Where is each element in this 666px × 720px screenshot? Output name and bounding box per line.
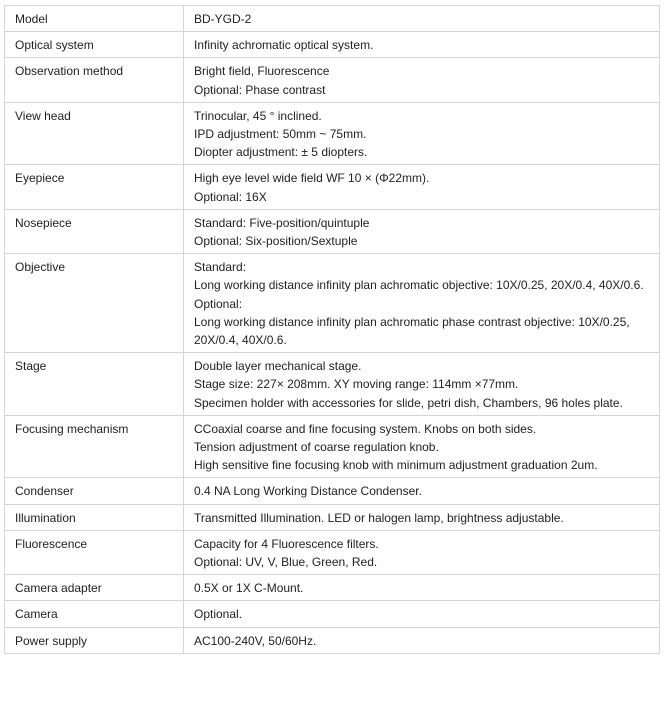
spec-value (184, 102, 660, 165)
spec-value (184, 627, 660, 653)
spec-value (184, 478, 660, 504)
spec-label: Camera (5, 601, 184, 627)
spec-value (184, 575, 660, 601)
spec-value-line: Diopter adjustment: ± 5 diopters. (194, 145, 368, 160)
spec-row (5, 575, 660, 601)
spec-value-line: Optional. (194, 607, 243, 622)
spec-label: Fluorescence (5, 530, 184, 574)
spec-row (5, 102, 660, 165)
spec-row (5, 415, 660, 478)
spec-value-line: 0.4 NA Long Working Distance Condenser. (194, 484, 422, 499)
spec-label: Focusing mechanism (5, 415, 184, 478)
spec-value (184, 6, 660, 32)
spec-value-line: Standard: Five-position/quintuple (194, 215, 370, 230)
spec-value-line: Optional: (194, 296, 243, 311)
spec-value-line: Trinocular, 45 ° inclined. (194, 108, 322, 123)
spec-value-line: CCoaxial coarse and fine focusing system. Knobs on both sides. (194, 421, 537, 436)
spec-row (5, 209, 660, 253)
spec-label: Observation method (5, 58, 184, 102)
spec-value-line: Bright field, Fluorescence (194, 64, 330, 79)
spec-row (5, 504, 660, 530)
spec-value-line: Specimen holder with accessories for slide, petri dish, Chambers, 96 holes plate. (194, 395, 623, 410)
spec-value (184, 504, 660, 530)
spec-label: Model (5, 6, 184, 32)
spec-label: Optical system (5, 32, 184, 58)
spec-row (5, 530, 660, 574)
spec-label: View head (5, 102, 184, 165)
spec-label: Eyepiece (5, 165, 184, 209)
spec-label: Stage (5, 353, 184, 416)
specifications-table-body (5, 6, 660, 654)
spec-value-line: BD-YGD-2 (194, 12, 252, 26)
spec-value-line: 0.5X or 1X C-Mount. (194, 581, 304, 596)
spec-label: Camera adapter (5, 575, 184, 601)
spec-value-line: AC100-240V, 50/60Hz. (194, 633, 317, 648)
spec-row (5, 6, 660, 32)
spec-value (184, 530, 660, 574)
spec-value-line: High eye level wide field WF 10 × (Φ22mm). (194, 171, 430, 186)
spec-value-line: IPD adjustment: 50mm ~ 75mm. (194, 127, 367, 142)
spec-value-line: Standard: (194, 260, 247, 275)
spec-row (5, 165, 660, 209)
spec-row (5, 32, 660, 58)
spec-value-line: Long working distance infinity plan achromatic objective: 10X/0.25, 20X/0.4, 40X/0.6. (194, 278, 644, 293)
spec-value-line: Optional: 16X (194, 189, 267, 204)
spec-value-line: High sensitive fine focusing knob with minimum adjustment graduation 2um. (194, 458, 598, 473)
spec-value-line: Capacity for 4 Fluorescence filters. (194, 536, 379, 551)
spec-row (5, 601, 660, 627)
spec-row (5, 353, 660, 416)
spec-value-line: Optional: UV, V, Blue, Green, Red. (194, 555, 378, 570)
spec-value (184, 254, 660, 353)
spec-value-line: Infinity achromatic optical system. (194, 38, 374, 53)
spec-label: Illumination (5, 504, 184, 530)
spec-value (184, 601, 660, 627)
spec-value (184, 165, 660, 209)
spec-label: Objective (5, 254, 184, 353)
spec-label: Power supply (5, 627, 184, 653)
spec-table-container (4, 5, 660, 654)
spec-value-line: Double layer mechanical stage. (194, 359, 362, 374)
spec-value-line: Stage size: 227× 208mm. XY moving range: 114mm ×77mm. (194, 377, 519, 392)
spec-value-line: Tension adjustment of coarse regulation knob. (194, 440, 439, 455)
spec-value-line: Long working distance infinity plan achromatic phase contrast objective: 10X/0.25, 20X/0.4, 40X/0.6. (194, 314, 630, 348)
spec-value (184, 209, 660, 253)
spec-value (184, 415, 660, 478)
specifications-table (4, 5, 660, 654)
spec-row (5, 478, 660, 504)
spec-row (5, 627, 660, 653)
spec-value-line: Optional: Six-position/Sextuple (194, 234, 358, 249)
spec-row (5, 254, 660, 353)
spec-value (184, 58, 660, 102)
spec-value-line: Optional: Phase contrast (194, 82, 326, 97)
spec-label: Condenser (5, 478, 184, 504)
spec-value-line: Transmitted Illumination. LED or halogen lamp, brightness adjustable. (194, 510, 564, 525)
spec-value (184, 353, 660, 416)
spec-value (184, 32, 660, 58)
spec-label: Nosepiece (5, 209, 184, 253)
spec-row (5, 58, 660, 102)
